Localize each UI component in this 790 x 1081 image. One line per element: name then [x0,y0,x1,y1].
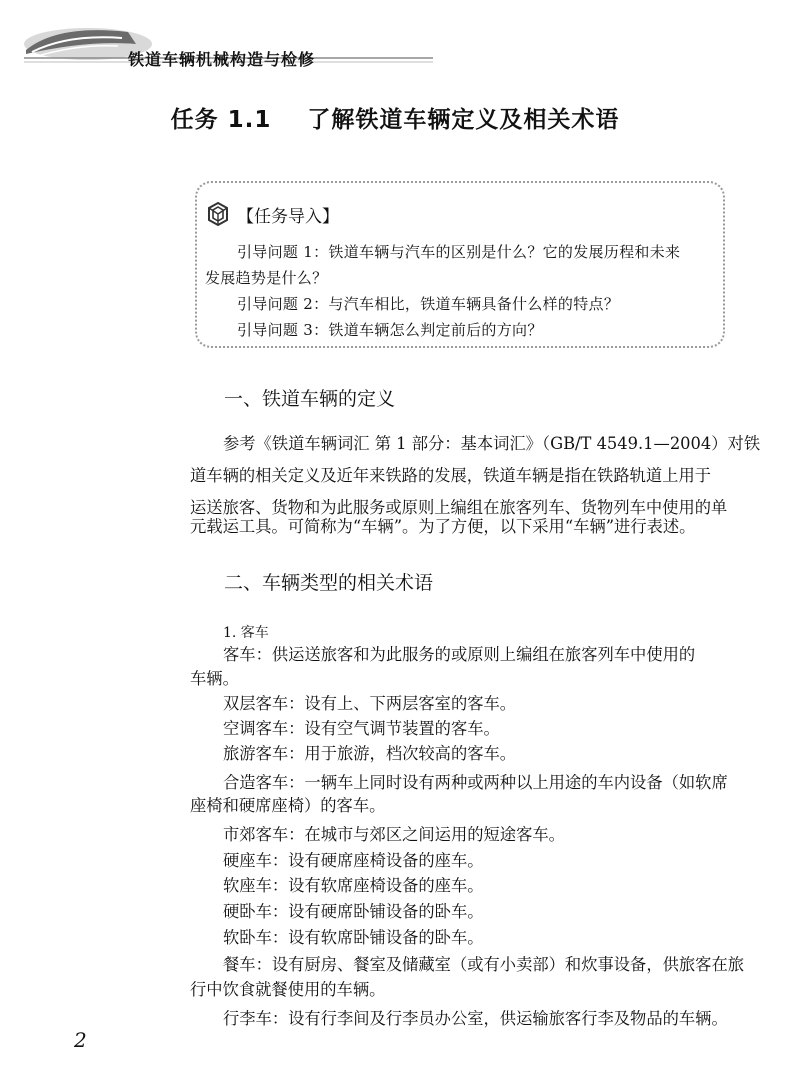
intro-line: 引导问题 1：铁道车辆与汽车的区别是什么？它的发展历程和未来 [237,243,681,261]
term-line: 硬卧车：设有硬席卧铺设备的卧车。 [223,902,484,921]
paragraph-line: 参考《铁道车辆词汇 第 1 部分：基本词汇》（GB/T 4549.1—2004）对铁 [223,434,761,453]
term-line: 空调客车：设有空气调节装置的客车。 [223,719,500,738]
subsection-heading: 1. 客车 [223,625,269,641]
term-line: 旅游客车：用于旅游，档次较高的客车。 [223,744,517,763]
intro-heading: 【任务导入】 [237,207,339,227]
term-line: 座椅和硬席座椅）的客车。 [190,796,386,815]
paragraph-line: 元载运工具。可简称为“车辆”。为了方便，以下采用“车辆”进行表述。 [190,517,696,536]
intro-line: 引导问题 3：铁道车辆怎么判定前后的方向？ [237,321,543,339]
knot-icon [205,201,231,227]
term-line: 车辆。 [190,669,239,688]
section-heading: 二、车辆类型的相关术语 [224,572,434,594]
task-title-text: 了解铁道车辆定义及相关术语 [307,107,620,133]
term-line: 硬座车：设有硬席座椅设备的座车。 [223,851,484,870]
intro-line: 发展趋势是什么？ [205,269,328,287]
running-header [18,14,438,68]
paragraph-line: 道车辆的相关定义及近年来铁路的发展，铁道车辆是指在铁路轨道上用于 [190,466,712,485]
term-line: 合造客车：一辆车上同时设有两种或两种以上用途的车内设备（如软席 [223,773,728,792]
term-line: 市郊客车：在城市与郊区之间运用的短途客车。 [223,825,565,844]
term-line: 行李车：设有行李间及行李员办公室，供运输旅客行李及物品的车辆。 [223,1009,728,1028]
book-title: 铁道车辆机械构造与检修 [128,50,316,69]
term-line: 客车：供运送旅客和为此服务的或原则上编组在旅客列车中使用的 [223,645,696,664]
term-line: 软卧车：设有软席卧铺设备的卧车。 [223,928,484,947]
intro-line: 引导问题 2：与汽车相比，铁道车辆具备什么样的特点？ [237,295,620,313]
task-intro-box [195,181,725,348]
paragraph-line: 运送旅客、货物和为此服务或原则上编组在旅客列车、货物列车中使用的单 [190,498,728,517]
page-number: 2 [74,1028,87,1052]
task-title [0,101,790,134]
term-line: 双层客车：设有上、下两层客室的客车。 [223,694,517,713]
section-heading: 一、铁道车辆的定义 [224,388,396,410]
term-line: 行中饮食就餐使用的车辆。 [190,980,386,999]
term-line: 餐车：设有厨房、餐室及储藏室（或有小卖部）和炊事设备，供旅客在旅 [223,955,745,974]
task-number: 任务 1.1 [170,107,272,133]
term-line: 软座车：设有软席座椅设备的座车。 [223,876,484,895]
